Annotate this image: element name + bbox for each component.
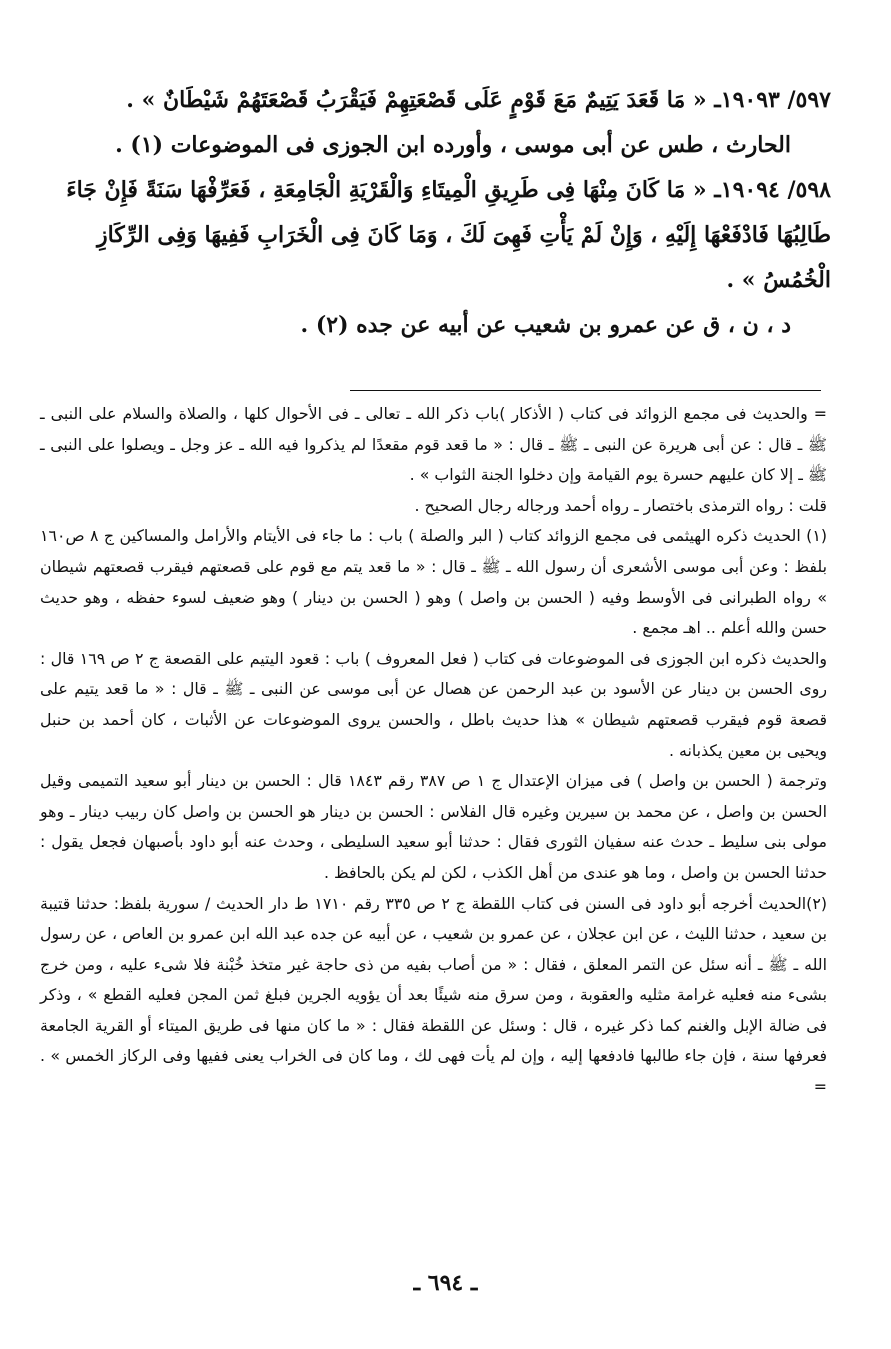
footnote-continuation-remark: قلت : رواه الترمذى باختصار ـ رواه أحمد ورجاله رجال الصحيح . [414,495,827,515]
hadith-598: ٥٩٨/ ١٩٠٩٤ـ « مَا كَانَ مِنْهَا فِى طَرِيقِ الْمِيتَاءِ وَالْقَرْيَةِ الْجَامِعَةِ ، فَعَرِّفْهَا سَنَةً فَإِنْ جَاءَ طَالِبُهَا فَادْفَعْهَا إِلَيْهِ ، وَإِنْ لَمْ يَأْتِ فَهِىَ لَكَ ، وَمَا كَانَ فِى الْخَرَابِ فَفِيهَا وَفِى الرِّكَازِ الْخُمُسُ » . [66,177,831,293]
footnote-1-mizan: وترجمة ( الحسن بن واصل ) فى ميزان الإعتدال ج ١ ص ٣٨٧ رقم ١٨٤٣ قال : الحسن بن دينار أبو سعيد التميمى وقيل الحسن بن واصل ، عن محمد بن سيرين وغيره قال الفلاس : الحسن بن دينار هو الحسن بن واصل كان ربيب دينار ـ وهو مولى بنى سليط ـ حدث عنه سفيان الثورى فقال : حدثنا أبو سعيد السليطى ، وحدث عنه أبو داود بأصبهان فجعل يقول : حدثنا الحسن بن واصل ، وما هو عندى من أهل الكذب ، لكن لم يكن بالحافظ . [40,771,827,882]
footnote-separator [350,390,821,391]
page-number: ـ ٦٩٤ ـ [413,1270,478,1296]
hadith-597-source: الحارث ، طس عن أبى موسى ، وأورده ابن الجوزى فى الموضوعات (١) . [115,132,791,158]
footnote-2: (٢)الحديث أخرجه أبو داود فى السنن فى كتاب اللقطة ج ٢ ص ٣٣٥ رقم ١٧١٠ ط دار الحديث / سورية بلفظ: حدثنا قتيبة بن سعيد ، حدثنا الليث ، عن ابن عجلان ، عن عمرو بن شعيب ، عن أبيه عن جده عبد الله ابن عمرو بن العاص ، عن رسول الله ـ ﷺ ـ أنه سئل عن التمر المعلق ، فقال : « من أصاب بفيه من ذى حاجة غير متخذ خُبْنة فلا شىء عليه ، ومن خرج بشىء منه فعليه غرامة مثليه والعقوبة ، ومن سرق منه شيئًا بعد أن يؤويه الجرين فبلغ ثمن المجن فعليه القطع » ، وذكر فى ضالة الإبل والغنم كما ذكر غيره ، قال : وسئل عن اللقطة فقال : « ما كان منها فى طريق الميتاء أو القرية الجامعة فعرفها سنة ، فإن جاء طالبها فادفعها إليه ، وإن لم يأت فهى لك ، وما كان فى الخراب يعنى ففيها وفى الركاز الخمس » . = [40,893,827,1097]
footnotes [40,399,827,1103]
main-text [40,78,831,348]
footnote-continuation: = والحديث فى مجمع الزوائد فى كتاب ( الأذكار )باب ذكر الله ـ تعالى ـ فى الأحوال كلها ، والصلاة والسلام على النبى ـ ﷺ ـ قال : عن أبى هريرة عن النبى ـ ﷺ ـ قال : « ما قعد قوم مقعدًا لم يذكروا فيه الله ـ عز وجل ـ ويصلوا على النبى ـ ﷺ ـ إلا كان عليهم حسرة يوم القيامة وإن دخلوا الجنة الثواب » . [40,404,827,485]
hadith-597: ٥٩٧/ ١٩٠٩٣ـ « مَا قَعَدَ يَتِيمٌ مَعَ قَوْمٍ عَلَى قَصْعَتِهِمْ فَيَقْرَبُ قَصْعَتَهُمْ شَيْطَانٌ » . [126,87,831,113]
hadith-598-source: د ، ن ، ق عن عمرو بن شعيب عن أبيه عن جده (٢) . [300,312,791,338]
footnote-1: (١) الحديث ذكره الهيثمى فى مجمع الزوائد كتاب ( البر والصلة ) باب : ما جاء فى الأيتام والأرامل والمساكين ج ٨ ص١٦٠ بلفظ : وعن أبى موسى الأشعرى أن رسول الله ـ ﷺ ـ قال : « ما قعد يتم مع قوم على قصعتهم فيقرب قصعتهم شيطان » رواه الطبرانى فى الأوسط وفيه ( الحسن بن واصل ) وهو ( الحسن بن دينار ) وهو ضعيف لسوء حفظه ، وهو حديث حسن والله أعلم .. اهـ مجمع . [40,526,827,638]
footnote-1-ibn-aljawzi: والحديث ذكره ابن الجوزى فى الموضوعات فى كتاب ( فعل المعروف ) باب : قعود اليتيم على القصعة ج ٢ ص ١٦٩ قال : روى الحسن بن دينار عن الأسود بن عبد الرحمن عن هصال عن أبى موسى عن النبى ـ ﷺ ـ قال : « ما قعد يتيم على قصعة قوم فيقرب قصعتهم شيطان » هذا حديث باطل ، والحسن يروى الموضوعات عن الأثبات ، كان أحمد بن حنبل ويحيى بن معين يكذبانه . [40,648,827,760]
